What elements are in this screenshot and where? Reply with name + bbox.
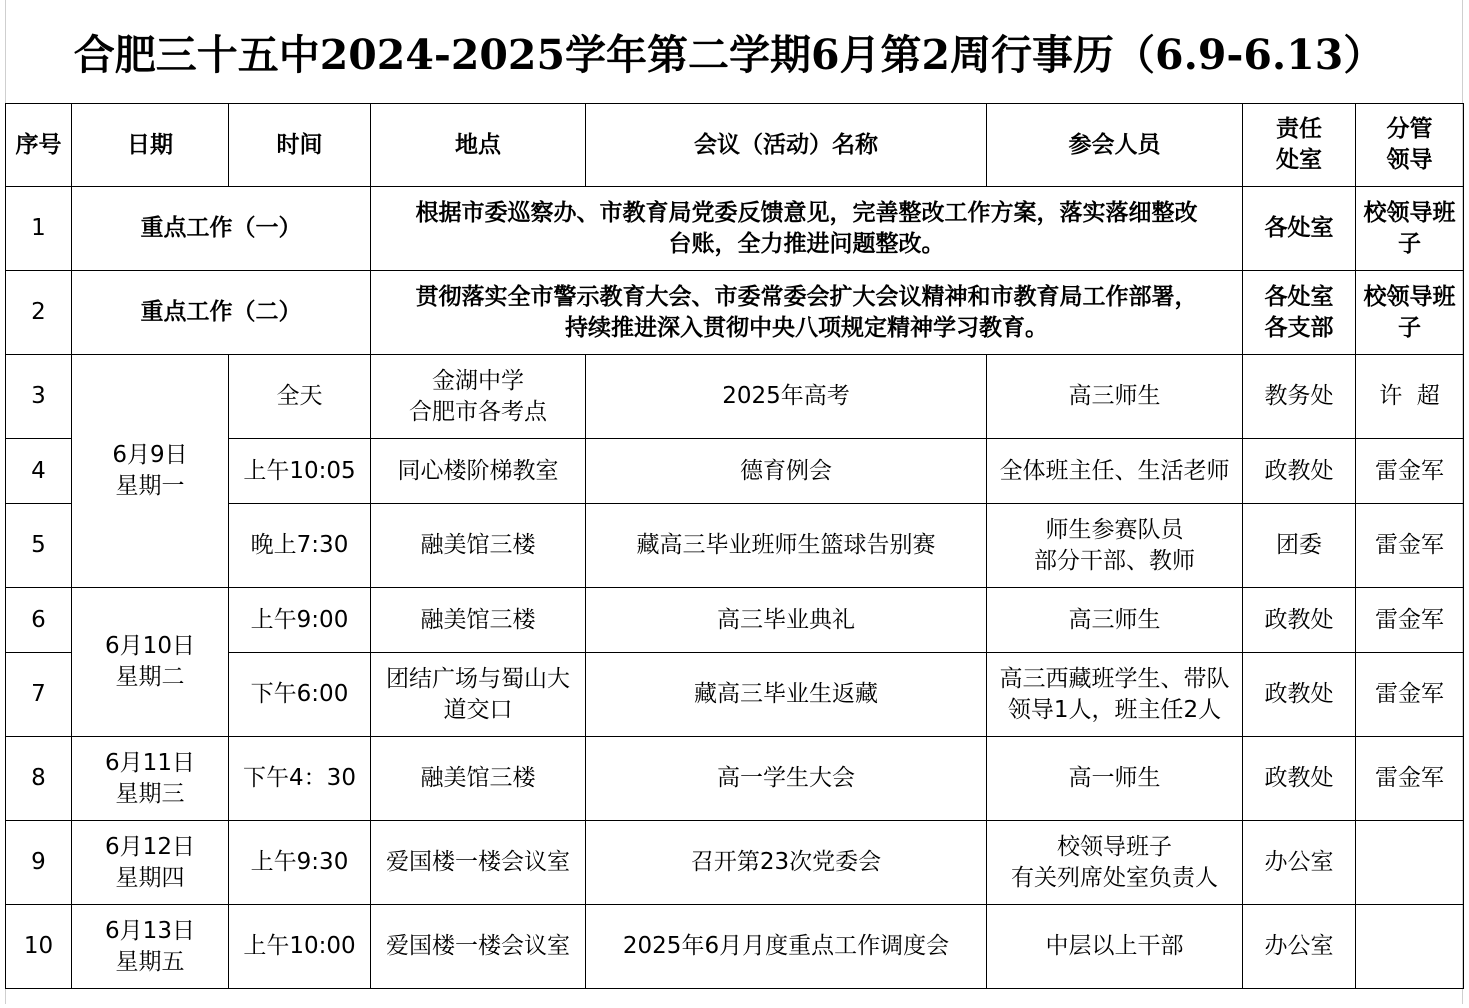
- row-seq: 9: [6, 821, 72, 905]
- row-attendees: [987, 439, 1243, 504]
- row-attendees-line1: 全体班主任、生活老师: [999, 457, 1230, 484]
- table-row: [6, 355, 1464, 439]
- row-attendees: [987, 737, 1243, 821]
- header-dept-line2: 处室: [1276, 147, 1322, 173]
- header-dept: [1243, 104, 1356, 187]
- row-dept: [1243, 187, 1356, 271]
- row-place-line2: 合肥市各考点: [409, 398, 547, 425]
- header-attendees: 参会人员: [987, 104, 1243, 187]
- row-dept: 政教处: [1243, 653, 1356, 737]
- row-leader: 雷金军: [1356, 439, 1464, 504]
- row-place: [371, 355, 586, 439]
- header-event: 会议（活动）名称: [586, 104, 987, 187]
- row-seq: 2: [6, 271, 72, 355]
- row-dept-line1: 各处室: [1264, 215, 1334, 241]
- row-attendees: [987, 821, 1243, 905]
- row-leader-line2: 子: [1398, 230, 1421, 257]
- row-dept-line1: 各处室: [1264, 283, 1334, 310]
- row-leader: [1356, 821, 1464, 905]
- row-seq: 4: [6, 439, 72, 504]
- row-seq: 5: [6, 504, 72, 588]
- row-dept: 团委: [1243, 504, 1356, 588]
- row-event: 2025年高考: [586, 355, 987, 439]
- row-leader-line1: 校领导班: [1363, 283, 1456, 310]
- row-leader: 许 超: [1356, 355, 1464, 439]
- row-place-line1: 融美馆三楼: [420, 765, 536, 791]
- key-work-content: [371, 271, 1243, 355]
- row-attendees-line2: 有关列席处室负责人: [1011, 864, 1218, 891]
- row-leader: [1356, 187, 1464, 271]
- row-event: 高三毕业典礼: [586, 588, 987, 653]
- row-event: 藏高三毕业班师生篮球告别赛: [586, 504, 987, 588]
- row-time: 全天: [229, 355, 371, 439]
- row-attendees: [987, 355, 1243, 439]
- row-dept: 政教处: [1243, 737, 1356, 821]
- row-date: [72, 821, 229, 905]
- row-time: 晚上7:30: [229, 504, 371, 588]
- row-place: [371, 905, 586, 989]
- row-time: 下午6:00: [229, 653, 371, 737]
- header-leader-line2: 领导: [1386, 147, 1433, 173]
- row-date: [72, 905, 229, 989]
- row-dept: [1243, 271, 1356, 355]
- key-work-name: 重点工作（一）: [72, 187, 371, 271]
- header-leader-line1: 分管: [1386, 116, 1433, 142]
- row-seq: 10: [6, 905, 72, 989]
- row-date-day: 6月12日: [105, 833, 195, 860]
- row-date: [72, 588, 229, 737]
- row-place-line1: 融美馆三楼: [420, 532, 536, 558]
- row-place-line1: 爱国楼一楼会议室: [386, 849, 570, 875]
- row-attendees-line1: 高三师生: [1068, 606, 1161, 633]
- row-date-weekday: 星期四: [115, 864, 185, 891]
- row-seq: 3: [6, 355, 72, 439]
- row-date-day: 6月11日: [105, 749, 195, 776]
- row-attendees-line1: 校领导班子: [1057, 833, 1172, 860]
- row-date-weekday: 星期二: [115, 664, 185, 690]
- table-header-row: [6, 104, 1464, 187]
- row-leader-line1: 校领导班: [1363, 199, 1456, 226]
- table-row: [6, 905, 1464, 989]
- row-date-weekday: 星期三: [115, 780, 185, 807]
- table-row: [6, 821, 1464, 905]
- row-place: [371, 821, 586, 905]
- row-attendees-line2: 领导1人，班主任2人: [1007, 696, 1222, 723]
- key-work-name: 重点工作（二）: [72, 271, 371, 355]
- header-dept-line1: 责任: [1276, 116, 1322, 142]
- row-place: [371, 504, 586, 588]
- row-event: 高一学生大会: [586, 737, 987, 821]
- row-date-weekday: 星期五: [115, 948, 185, 975]
- row-date-day: 6月9日: [112, 442, 188, 468]
- table-row: [6, 737, 1464, 821]
- row-time: 上午9:00: [229, 588, 371, 653]
- row-dept: 政教处: [1243, 439, 1356, 504]
- row-seq: 8: [6, 737, 72, 821]
- row-attendees-line1: 师生参赛队员: [1045, 516, 1184, 543]
- row-time: 上午10:00: [229, 905, 371, 989]
- row-place-line1: 爱国楼一楼会议室: [386, 933, 570, 959]
- row-attendees: [987, 588, 1243, 653]
- row-seq: 6: [6, 588, 72, 653]
- row-date-day: 6月13日: [105, 917, 195, 944]
- row-leader: 雷金军: [1356, 588, 1464, 653]
- row-time: 上午10:05: [229, 439, 371, 504]
- row-dept: 办公室: [1243, 821, 1356, 905]
- row-dept: 教务处: [1243, 355, 1356, 439]
- row-leader: 雷金军: [1356, 653, 1464, 737]
- header-date: 日期: [72, 104, 229, 187]
- header-leader: [1356, 104, 1464, 187]
- row-attendees: [987, 504, 1243, 588]
- key-work-content-line2: 持续推进深入贯彻中央八项规定精神学习教育。: [565, 314, 1048, 341]
- page-title: 合肥三十五中2024-2025学年第二学期6月第2周行事历（6.9-6.13）: [73, 31, 1385, 79]
- row-seq: 1: [6, 187, 72, 271]
- row-place-line1: 融美馆三楼: [420, 606, 536, 633]
- row-date: [72, 737, 229, 821]
- row-place-line1: 团结广场与蜀山大: [386, 665, 570, 692]
- row-dept: 政教处: [1243, 588, 1356, 653]
- row-event: 藏高三毕业生返藏: [586, 653, 987, 737]
- row-dept: 办公室: [1243, 905, 1356, 989]
- header-time: 时间: [229, 104, 371, 187]
- schedule-table: [5, 103, 1464, 989]
- row-attendees-line1: 高三师生: [1068, 383, 1161, 409]
- row-attendees-line1: 中层以上干部: [1045, 933, 1184, 959]
- key-work-content-line1: 贯彻落实全市警示教育大会、市委常委会扩大会议精神和市教育局工作部署，: [415, 283, 1198, 310]
- row-time: 上午9:30: [229, 821, 371, 905]
- row-attendees: [987, 905, 1243, 989]
- row-attendees: [987, 653, 1243, 737]
- header-seq: 序号: [6, 104, 72, 187]
- row-date-day: 6月10日: [105, 633, 195, 659]
- row-attendees-line2: 部分干部、教师: [1034, 547, 1195, 574]
- table-row: [6, 271, 1464, 355]
- row-place-line2: 道交口: [443, 696, 513, 723]
- row-event: 2025年6月月度重点工作调度会: [586, 905, 987, 989]
- table-row: [6, 588, 1464, 653]
- row-leader: 雷金军: [1356, 504, 1464, 588]
- row-place: [371, 653, 586, 737]
- row-leader: [1356, 271, 1464, 355]
- header-place: 地点: [371, 104, 586, 187]
- row-leader-line2: 子: [1398, 314, 1421, 341]
- table-row: [6, 187, 1464, 271]
- row-leader: 雷金军: [1356, 737, 1464, 821]
- key-work-content: [371, 187, 1243, 271]
- key-work-content-line2: 台账，全力推进问题整改。: [668, 230, 945, 257]
- row-dept-line2: 各支部: [1264, 314, 1334, 341]
- key-work-content-line1: 根据市委巡察办、市教育局党委反馈意见，完善整改工作方案，落实落细整改: [415, 199, 1198, 226]
- row-place-line1: 同心楼阶梯教室: [397, 457, 559, 484]
- row-place: [371, 588, 586, 653]
- row-attendees-line1: 高一师生: [1068, 765, 1161, 791]
- row-place-line1: 金湖中学: [432, 367, 524, 394]
- row-seq: 7: [6, 653, 72, 737]
- row-date: [72, 355, 229, 588]
- row-place: [371, 737, 586, 821]
- row-place: [371, 439, 586, 504]
- row-time: 下午4：30: [229, 737, 371, 821]
- row-leader: [1356, 905, 1464, 989]
- row-date-weekday: 星期一: [115, 473, 185, 499]
- row-attendees-line1: 高三西藏班学生、带队: [999, 665, 1230, 692]
- row-event: 德育例会: [586, 439, 987, 504]
- row-event: 召开第23次党委会: [586, 821, 987, 905]
